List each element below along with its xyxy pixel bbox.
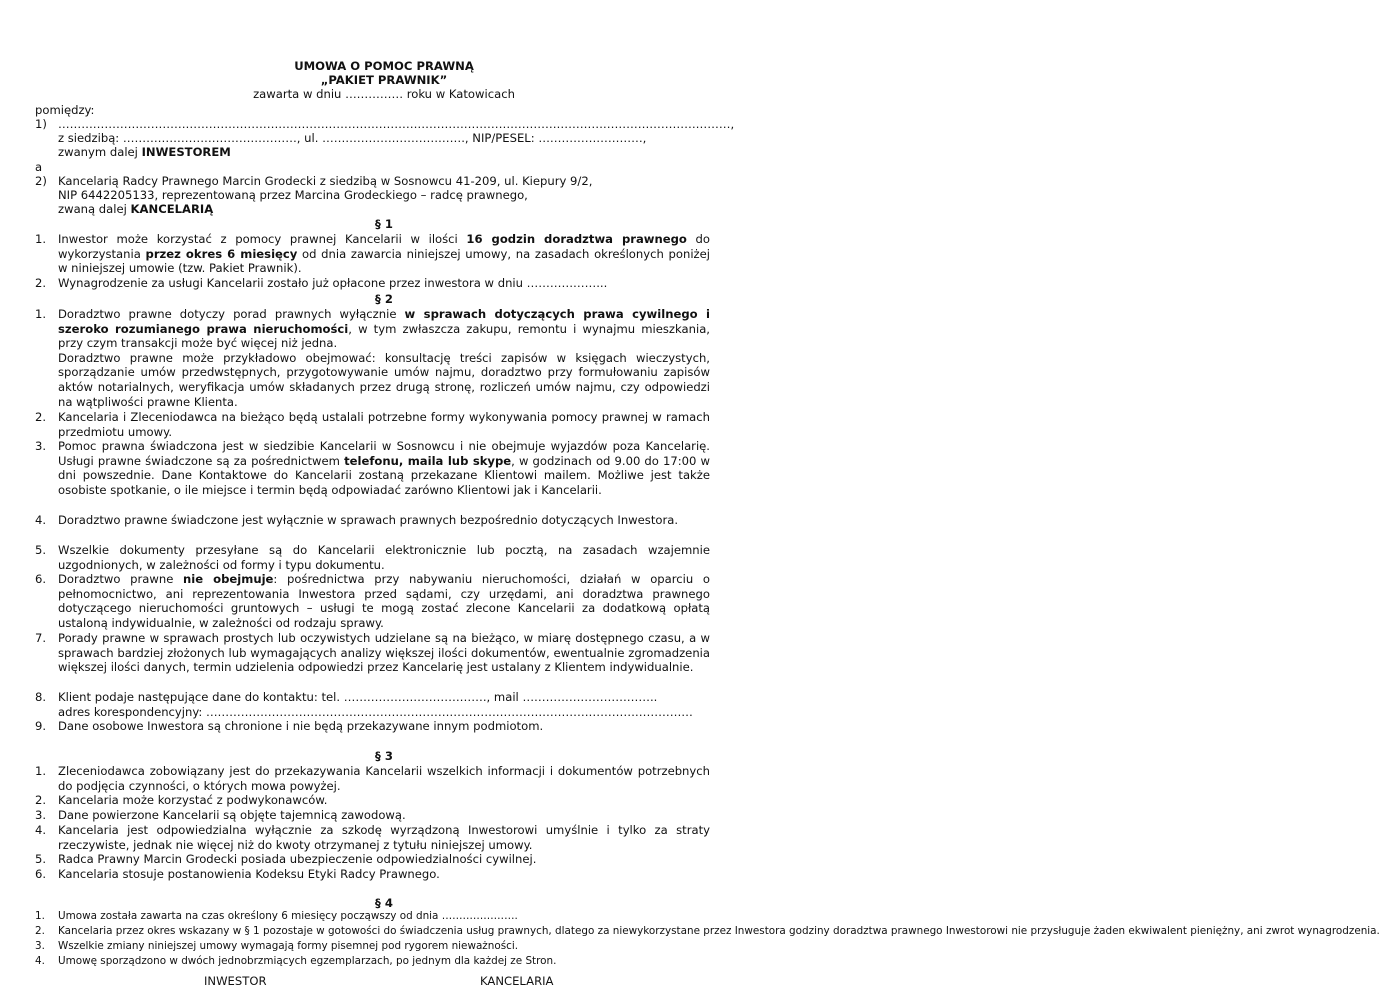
party-2-role: zwaną dalej KANCELARIĄ <box>58 202 214 216</box>
s4-item-4-text: Umowę sporządzono w dwóch jednobrzmiących egzemplarzach, po jednym dla każdej ze Stron. <box>58 955 557 967</box>
s2-item-5: 5. Wszelkie dokumenty przesyłane są do Kancelarii elektronicznie lub pocztą, na zasadach wzajemnie uzgodnionych, w zależności od formy i typu dokumentu. <box>35 543 710 572</box>
s3-item-5: 5. Radca Prawny Marcin Grodecki posiada ubezpieczenie odpowiedzialności cywilnej. <box>35 852 537 866</box>
s2-item-7: 7. Porady prawne w sprawach prostych lub oczywistych udzielane są na bieżąco, w miarę dostępnego czasu, a w sprawach bardziej złożonych lub wymagających analizy większej ilości dokumentów, ewentualnie zgromadzenia większej ilości danych, termin udzielenia odpowiedzi przez Kancelarię jest ustalany z Klientem indywidualnie. <box>35 631 710 675</box>
s3-item-1: 1. Zleceniodawca zobowiązany jest do przekazywania Kancelarii wszelkich informacji i dokumentów potrzebnych do podjęcia czynności, o których mowa powyżej. <box>35 764 710 793</box>
s4-item-1-text: Umowa została zawarta na czas określony 6 miesięcy począwszy od dnia …………………. <box>58 910 518 922</box>
contract-date-place: zawarta w dniu …………… roku w Katowicach <box>253 87 515 101</box>
s2-item-2: 2. Kancelaria i Zleceniodawca na bieżąco będą ustalali potrzebne formy wykonywania pomocy prawnej w ramach przedmiotu umowy. <box>35 410 710 439</box>
party-1-role: zwanym dalej INWESTOREM <box>58 145 231 159</box>
s2-item-8: 8. Klient podaje następujące dane do kontaktu: tel. ………………………………., mail …………………………….. adres korespondencyjny: ……………………………………………………………………………………………………………… <box>35 690 693 719</box>
s4-item-1 <box>35 910 710 922</box>
package-name: „PAKIET PRAWNIK” <box>320 73 448 87</box>
s3-item-3: 3. Dane powierzone Kancelarii są objęte tajemnicą zawodową. <box>35 808 406 822</box>
s2-item-4: 4. Doradztwo prawne świadczone jest wyłącznie w sprawach prawnych bezpośrednio dotyczących Inwestora. <box>35 513 679 527</box>
s2-item-3: 3. Pomoc prawna świadczona jest w siedzibie Kancelarii w Sosnowcu i nie obejmuje wyjazdów poza Kancelarię. Usługi prawne świadczone są za pośrednictwem telefonu, maila lub skype, w godzinach od 9.00 do 17:00 w dni powszednie. Dane Kontaktowe do Kancelarii zostaną przekazane Klientowi mailem. Możliwe jest także osobiste spotkanie, o ile miejsce i termin będą odpowiadać zarówno Klientowi jak i Kancelarii. <box>35 439 710 497</box>
s1-item-1: 1. Inwestor może korzystać z pomocy prawnej Kancelarii w ilości 16 godzin doradztwa prawnego do wykorzystania przez okres 6 miesięcy od dnia zawarcia niniejszej umowy, na zasadach określonych poniżej w niniejszej umowie (tzw. Pakiet Prawnik). <box>35 232 710 276</box>
section-2-heading: § 2 <box>375 292 393 306</box>
s4-item-2 <box>35 925 1380 937</box>
s3-item-4: 4. Kancelaria jest odpowiedzialna wyłącznie za szkodę wyrządzoną Inwestorowi umyślnie i tylko za straty rzeczywiste, jednak nie więcej niż do kwoty otrzymanej z tytułu niniejszej umowy. <box>35 823 710 852</box>
s4-item-1-number: 1. <box>35 910 45 922</box>
section-3-heading: § 3 <box>375 749 393 763</box>
s4-item-4 <box>35 955 710 967</box>
party-1-number: 1) <box>35 117 47 131</box>
s1-item-2: 2. Wynagrodzenie za usługi Kancelarii zostało już opłacone przez inwestora w dniu ………………... <box>35 276 608 290</box>
s2-item-6: 6. Doradztwo prawne nie obejmuje: pośrednictwa przy nabywaniu nieruchomości, działań w oparciu o pełnomocnictwo, ani reprezentowania Inwestora przed sądami, czy urzędami, ani doradztwa prawnego dotyczącego nieruchomości gruntowych – usługi te mogą zostać zlecone Kancelarii za dodatkową opłatą ustaloną indywidualnie, w zależności od rodzaju sprawy. <box>35 572 710 630</box>
party-2-number: 2) <box>35 174 47 188</box>
party-2-details: NIP 6442205133, reprezentowaną przez Marcina Grodeckiego – radcę prawnego, <box>58 188 528 202</box>
s2-item-1: 1. Doradztwo prawne dotyczy porad prawnych wyłącznie w sprawach dotyczących prawa cywilnego i szeroko rozumianego prawa nieruchomości, w tym zwłaszcza zakupu, remontu i wynajmu mieszkania, przy czym transakcji może być więcej niż jedna. Doradztwo prawne może przykładowo obejmować: konsultację treści zapisów w księgach wieczystych, sporządzanie umów przedwstępnych, przygotowywanie umów najmu, doradztwo przy formułowaniu zapisów aktów notarialnych, weryfikacja umów składanych przez drugą stronę, rozliczeń umów najmu, czy odpowiedzi na wątpliwości prawne Klienta. <box>35 307 710 409</box>
parties-and: a <box>35 160 43 174</box>
s4-item-3-number: 3. <box>35 940 45 952</box>
party-1-address-blank: z siedzibą: ………………………………………, ul. ………………………………., NIP/PESEL: ………………………, <box>58 131 647 145</box>
party-2-name: Kancelarią Radcy Prawnego Marcin Grodecki z siedzibą w Sosnowcu 41-209, ul. Kiepury 9/2, <box>58 174 593 188</box>
s3-item-6: 6. Kancelaria stosuje postanowienia Kodeksu Etyki Radcy Prawnego. <box>35 867 440 881</box>
s4-item-2-text: Kancelaria przez okres wskazany w § 1 pozostaje w gotowości do świadczenia usług prawnych, dlatego za niewykorzystane przez Inwestora godziny doradztwa prawnego Inwestorowi nie przysługuje żaden ekwiwalent pieniężny, ani zwrot wynagrodzenia. <box>58 925 1380 937</box>
party-1-name-blank: …………………………………………………………………………………………………………………………………………………………, <box>58 117 735 131</box>
parties-intro: pomiędzy: <box>35 103 95 117</box>
s2-item-9: 9. Dane osobowe Inwestora są chronione i nie będą przekazywane innym podmiotom. <box>35 719 544 733</box>
s3-item-2: 2. Kancelaria może korzystać z podwykonawców. <box>35 793 328 807</box>
document-title: UMOWA O POMOC PRAWNĄ <box>294 59 474 73</box>
signature-investor-label: INWESTOR <box>204 974 267 988</box>
s4-item-4-number: 4. <box>35 955 45 967</box>
section-4-heading: § 4 <box>375 896 393 910</box>
signature-office-label: KANCELARIA <box>480 974 554 988</box>
section-1-heading: § 1 <box>375 217 393 231</box>
s4-item-2-number: 2. <box>35 925 45 937</box>
s4-item-3 <box>35 940 710 952</box>
s4-item-3-text: Wszelkie zmiany niniejszej umowy wymagają formy pisemnej pod rygorem nieważności. <box>58 940 519 952</box>
